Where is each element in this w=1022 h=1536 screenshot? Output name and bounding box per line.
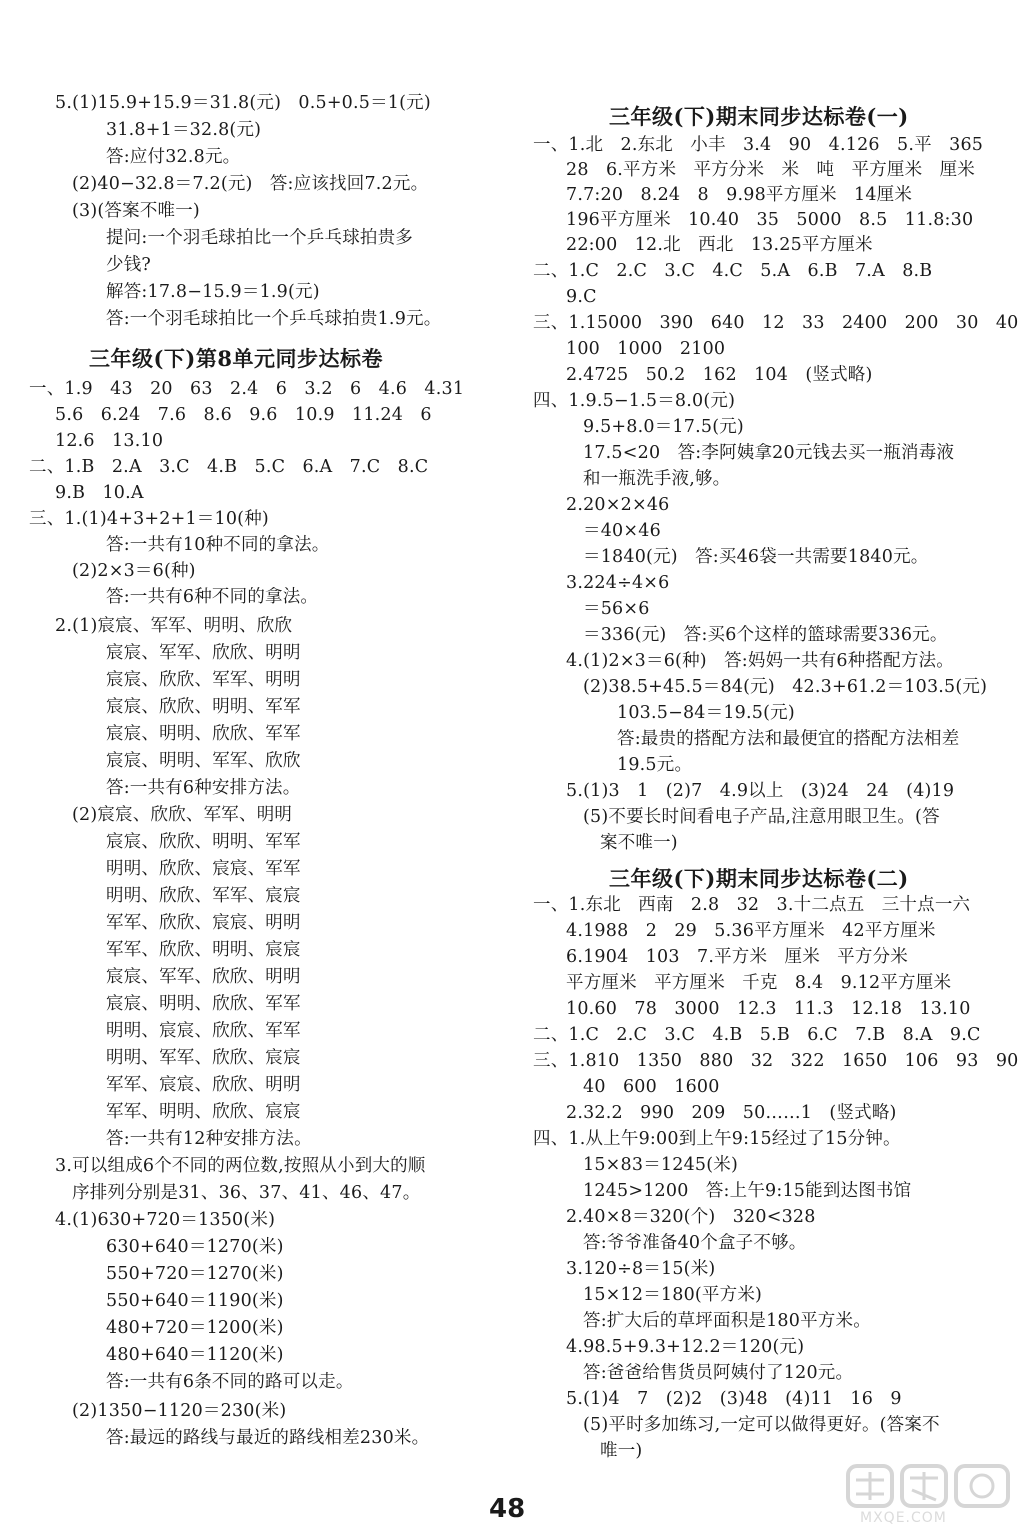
answer-line: 和一瓶洗手液,够。 [583,469,731,489]
answer-line: (2)宸宸、欣欣、军军、明明 [72,805,293,825]
answer-line: 480+640＝1120(米) [106,1345,284,1365]
answer-line: 40 600 1600 [583,1077,720,1097]
answer-line: 答:一共有10种不同的拿法。 [106,535,330,555]
answer-line: 480+720＝1200(米) [106,1318,284,1338]
answer-line: 12.6 13.10 [55,431,164,451]
answer-line: 550+640＝1190(米) [106,1291,284,1311]
answer-line: 4.(1)2×3＝6(种) 答:妈妈一共有6种搭配方法。 [566,651,954,671]
answer-line: 宸宸、明明、欣欣、军军 [106,724,301,744]
answer-line: 答:一共有6条不同的路可以走。 [106,1372,354,1392]
answer-line: 6.1904 103 7.平方米 厘米 平方分米 [566,947,908,967]
answer-line: 唯一) [600,1441,643,1461]
answer-line: 19.5元。 [617,755,693,775]
answer-line: (5)平时多加练习,一定可以做得更好。(答案不 [583,1415,940,1435]
answer-line: 1245>1200 答:上午9:15能到达图书馆 [583,1181,912,1201]
answer-line: 15×12＝180(平方米) [583,1285,763,1305]
answer-line: 二、1.B 2.A 3.C 4.B 5.C 6.A 7.C 8.C [29,457,429,477]
answer-line: 5.(1)4 7 (2)2 (3)48 (4)11 16 9 [566,1389,902,1409]
answer-line: 答:一共有6种不同的拿法。 [106,587,319,607]
answer-line: 宸宸、明明、欣欣、军军 [106,994,301,1014]
answer-line: 9.C [566,287,597,307]
answer-line: 22:00 12.北 西北 13.25平方厘米 [566,235,873,255]
answer-line: 三、1.(1)4+3+2+1＝10(种) [29,509,269,529]
answer-line: 4.1988 2 29 5.36平方厘米 42平方厘米 [566,921,936,941]
answer-line: 答:最远的路线与最近的路线相差230米。 [106,1428,430,1448]
answer-line: 28 6.平方米 平方分米 米 吨 平方厘米 厘米 [566,160,975,180]
answer-line: 宸宸、军军、欣欣、明明 [106,643,301,663]
answer-line: 明明、欣欣、宸宸、军军 [106,859,301,879]
answer-line: 9.B 10.A [55,483,144,503]
answer-line: 宸宸、欣欣、明明、军军 [106,832,301,852]
answer-line: 15×83＝1245(米) [583,1155,738,1175]
answer-line: 提问:一个羽毛球拍比一个乒乓球拍贵多 [106,228,413,248]
answer-line: 550+720＝1270(米) [106,1264,284,1284]
answer-line: 2.40×8＝320(个) 320<328 [566,1207,816,1227]
answer-line: 平方厘米 平方厘米 千克 8.4 9.12平方厘米 [566,973,952,993]
answer-line: 2.(1)宸宸、军军、明明、欣欣 [55,616,293,636]
answer-line: 7.7:20 8.24 8 9.98平方厘米 14厘米 [566,185,913,205]
answer-line: 3.120÷8＝15(米) [566,1259,716,1279]
answer-line: 明明、宸宸、欣欣、军军 [106,1021,301,1041]
answer-line: 5.(1)3 1 (2)7 4.9以上 (3)24 24 (4)19 [566,781,955,801]
answer-line: 9.5+8.0＝17.5(元) [583,417,744,437]
answer-line: 103.5−84＝19.5(元) [617,703,795,723]
page-number: 48 [489,1494,526,1524]
answer-line: 明明、欣欣、军军、宸宸 [106,886,301,906]
answer-line: 二、1.C 2.C 3.C 4.B 5.B 6.C 7.B 8.A 9.C [533,1025,981,1045]
answer-line: 军军、宸宸、欣欣、明明 [106,1075,301,1095]
answer-line: 二、1.C 2.C 3.C 4.C 5.A 6.B 7.A 8.B [533,261,933,281]
answer-line: (2)38.5+45.5＝84(元) 42.3+61.2＝103.5(元) [583,677,988,697]
answer-line: (2)1350−1120＝230(米) [72,1401,287,1421]
answer-line: 答:扩大后的草坪面积是180平方米。 [583,1311,871,1331]
answer-line: ＝1840(元) 答:买46袋一共需要1840元。 [583,547,929,567]
answer-line: 5.6 6.24 7.6 8.6 9.6 10.9 11.24 6 [55,405,432,425]
watermark-logo [842,1460,1014,1530]
answer-line: 10.60 78 3000 12.3 11.3 12.18 13.10 [566,999,971,1019]
answer-line: 答:一共有12种安排方法。 [106,1129,312,1149]
answer-line: ＝336(元) 答:买6个这样的篮球需要336元。 [583,625,948,645]
answer-line: 军军、明明、欣欣、宸宸 [106,1102,301,1122]
answer-line: 序排列分别是31、36、37、41、46、47。 [72,1183,421,1203]
answer-line: 解答:17.8−15.9＝1.9(元) [106,282,320,302]
answer-line: 4.(1)630+720＝1350(米) [55,1210,276,1230]
answer-line: 2.4725 50.2 162 104 (竖式略) [566,365,873,385]
answer-line: ＝56×6 [583,599,650,619]
answer-line: 2.32.2 990 209 50……1 (竖式略) [566,1103,897,1123]
answer-line: 明明、军军、欣欣、宸宸 [106,1048,301,1068]
answer-line: 3.可以组成6个不同的两位数,按照从小到大的顺 [55,1156,426,1176]
answer-line: 答:爷爷准备40个盒子不够。 [583,1233,807,1253]
answer-line: 宸宸、欣欣、军军、明明 [106,670,301,690]
answer-line: (2)40−32.8＝7.2(元) 答:应该找回7.2元。 [72,174,429,194]
answer-line: 3.224÷4×6 [566,573,670,593]
answer-line: (2)2×3＝6(种) [72,561,196,581]
answer-line: 少钱? [106,255,151,275]
section-heading: 三年级(下)期末同步达标卷(二) [609,866,909,891]
answer-line: 答:一共有6种安排方法。 [106,778,301,798]
answer-line: 答:最贵的搭配方法和最便宜的搭配方法相差 [617,729,960,749]
answer-line: 三、1.15000 390 640 12 33 2400 200 30 40 [533,313,1019,333]
answer-line: 31.8+1＝32.8(元) [106,120,262,140]
answer-line: 宸宸、明明、军军、欣欣 [106,751,301,771]
answer-line: 2.20×2×46 [566,495,670,515]
section-heading: 三年级(下)期末同步达标卷(一) [609,104,909,129]
answer-line: 630+640＝1270(米) [106,1237,284,1257]
answer-line: 三、1.810 1350 880 32 322 1650 106 93 90 [533,1051,1019,1071]
answer-line: 一、1.北 2.东北 小丰 3.4 90 4.126 5.平 365 [533,135,984,155]
answer-line: 17.5<20 答:李阿姨拿20元钱去买一瓶消毒液 [583,443,955,463]
answer-line: 100 1000 2100 [566,339,726,359]
answer-line: 军军、欣欣、宸宸、明明 [106,913,301,933]
answer-line: 案不唯一) [600,833,678,853]
watermark-text: MXQE.COM [860,1510,947,1526]
answer-line: 4.98.5+9.3+12.2＝120(元) [566,1337,805,1357]
section-heading: 三年级(下)第8单元同步达标卷 [89,346,383,371]
answer-line: ＝40×46 [583,521,661,541]
answer-line: 196平方厘米 10.40 35 5000 8.5 11.8:30 [566,210,974,230]
answer-line: 5.(1)15.9+15.9＝31.8(元) 0.5+0.5＝1(元) [55,93,431,113]
answer-line: (5)不要长时间看电子产品,注意用眼卫生。(答 [583,807,940,827]
answer-line: 一、1.9 43 20 63 2.4 6 3.2 6 4.6 4.31 [29,379,465,399]
answer-line: 四、1.9.5−1.5＝8.0(元) [533,391,736,411]
answer-line: 一、1.东北 西南 2.8 32 3.十二点五 三十点一六 [533,895,971,915]
answer-line: 答:应付32.8元。 [106,147,241,167]
answer-line: 宸宸、欣欣、明明、军军 [106,697,301,717]
answer-line: 四、1.从上午9:00到上午9:15经过了15分钟。 [533,1129,901,1149]
answer-line: 答:一个羽毛球拍比一个乒乓球拍贵1.9元。 [106,309,442,329]
answer-line: 宸宸、军军、欣欣、明明 [106,967,301,987]
answer-line: 军军、欣欣、明明、宸宸 [106,940,301,960]
answer-line: (3)(答案不唯一) [72,201,200,221]
watermark-emblem-icon [842,1460,1014,1512]
answer-line: 答:爸爸给售货员阿姨付了120元。 [583,1363,854,1383]
